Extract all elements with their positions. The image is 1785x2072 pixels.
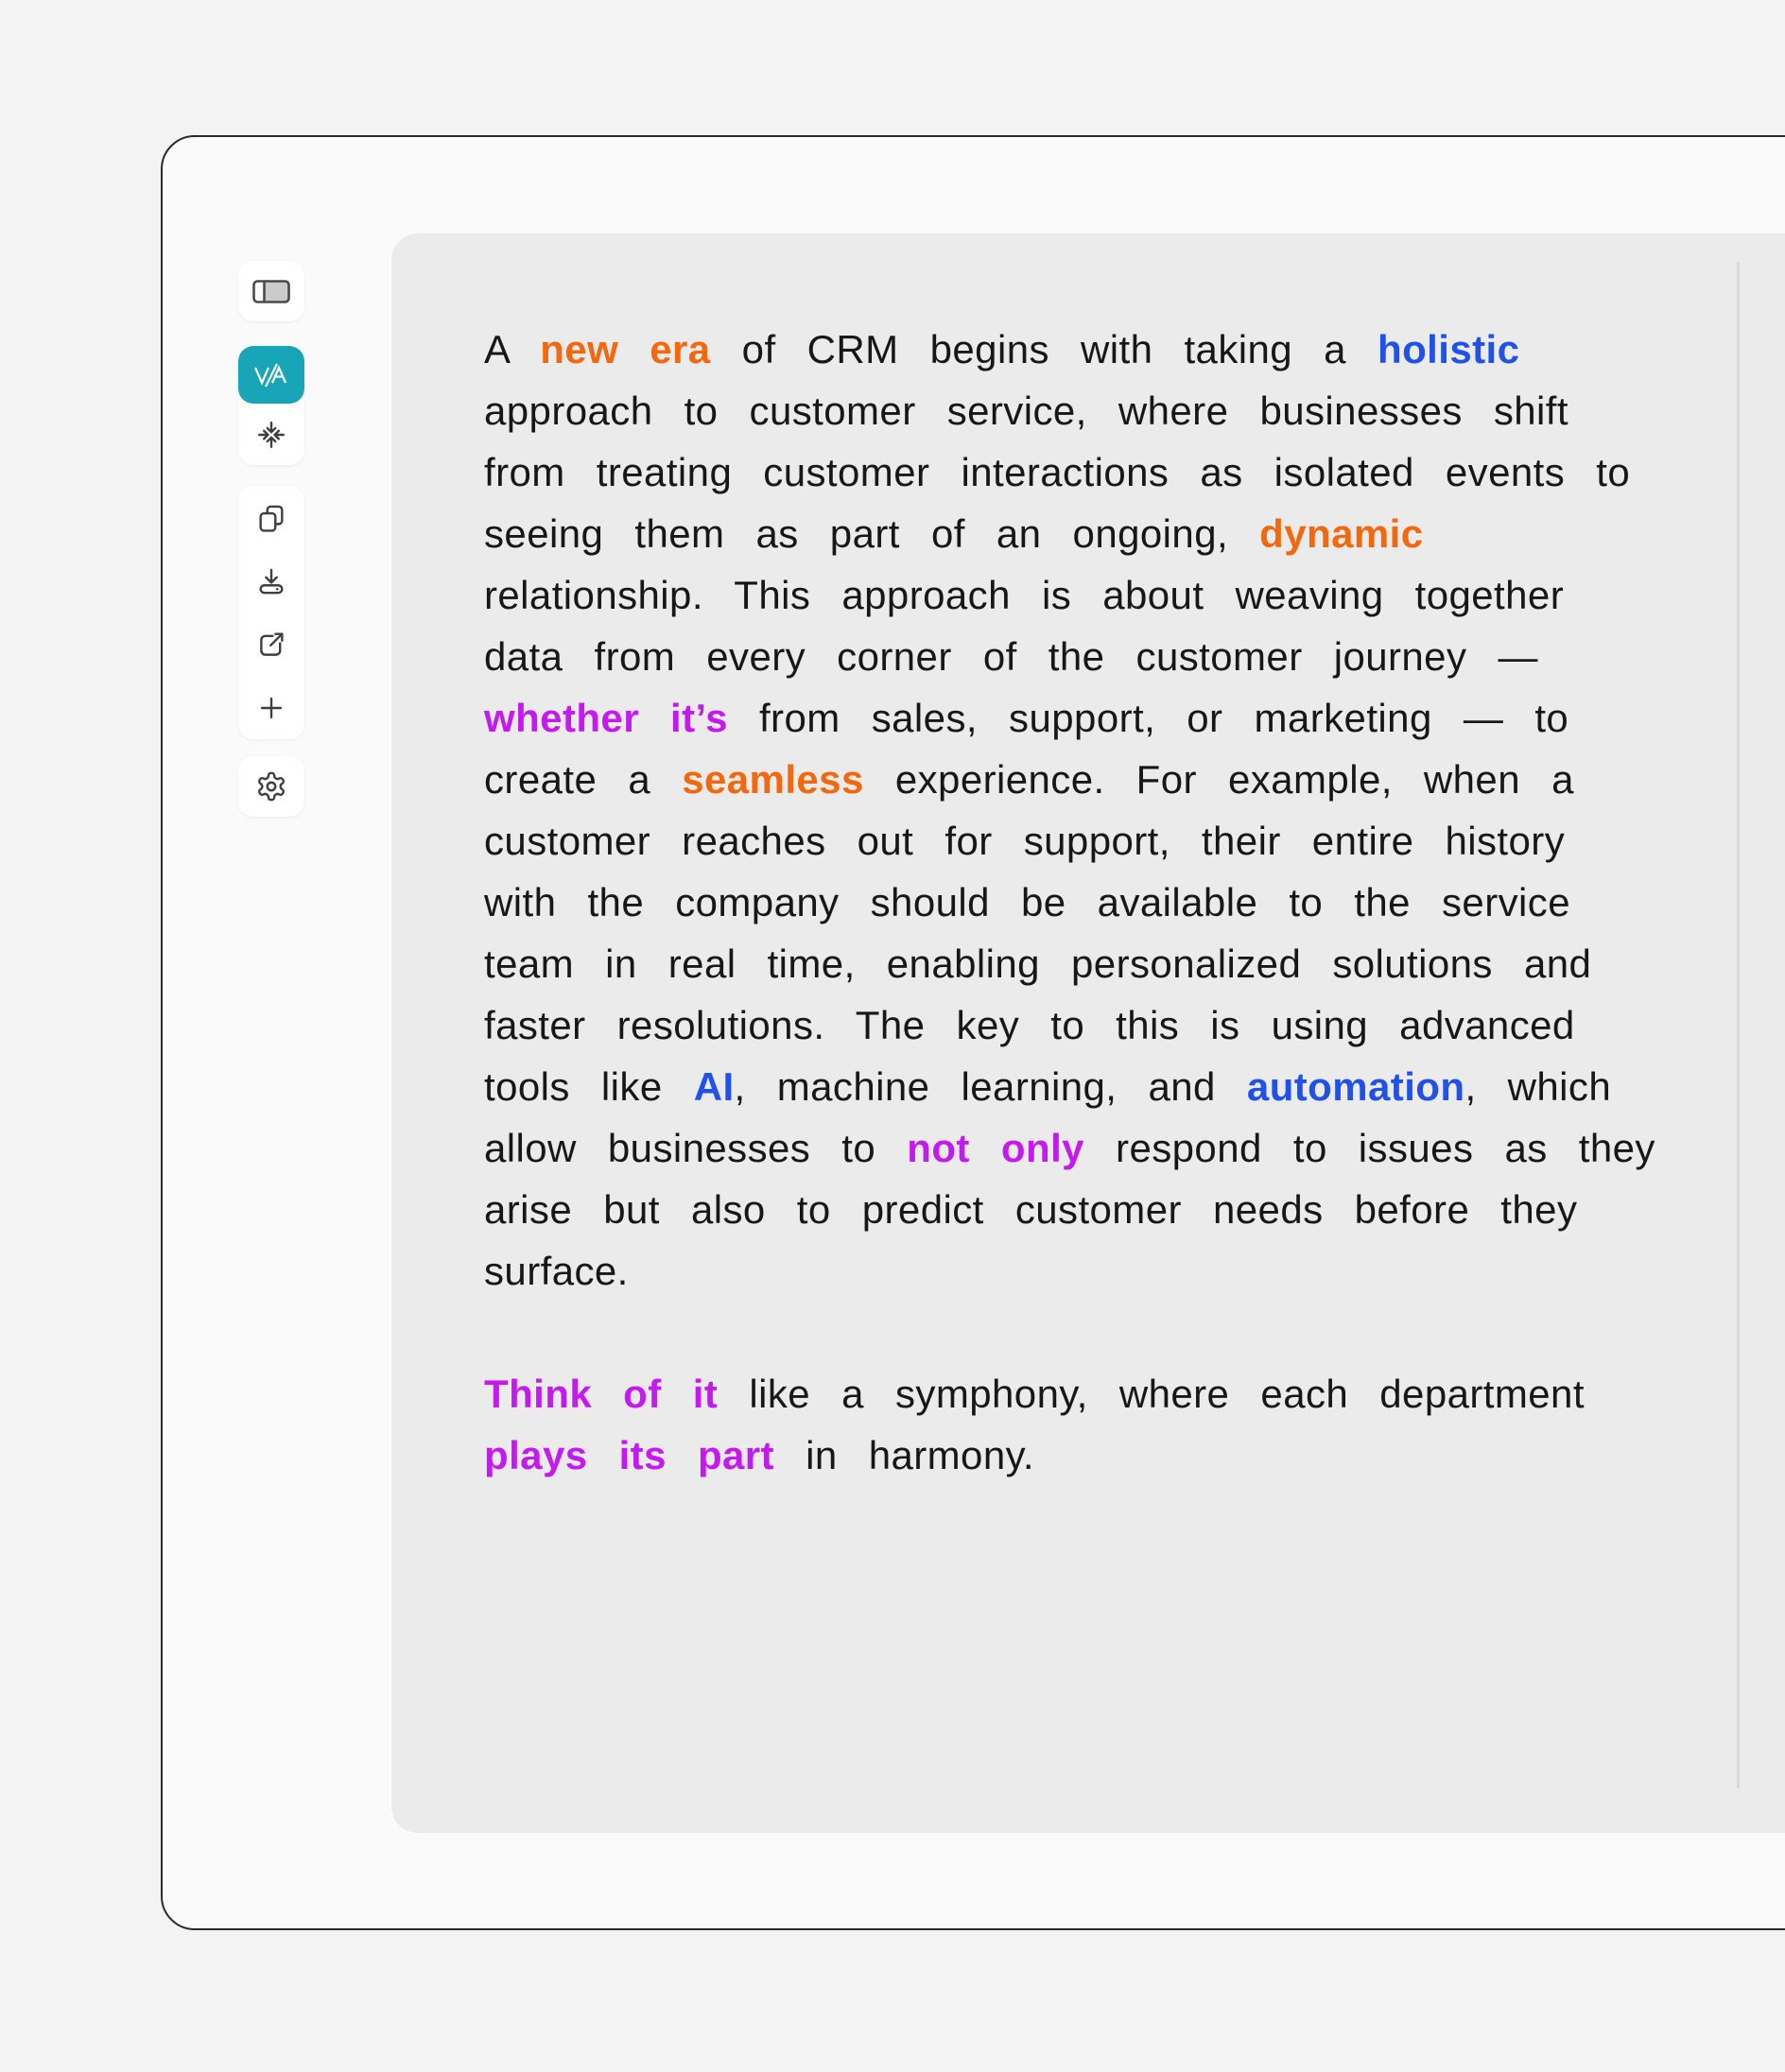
document-text — [484, 319, 1661, 1486]
copy-button[interactable] — [238, 486, 304, 549]
highlight-magenta: not only — [907, 1126, 1084, 1170]
add-button[interactable] — [238, 676, 304, 739]
sidebar-panel-icon — [252, 280, 290, 303]
highlight-orange: new era — [540, 327, 711, 371]
collapse-button[interactable] — [238, 404, 304, 465]
open-external-button[interactable] — [238, 613, 304, 676]
toolbar-group-settings — [238, 756, 304, 817]
va-logo-icon — [252, 361, 290, 389]
text-segment: in harmony. — [773, 1433, 1035, 1477]
text-segment: like a symphony, where each department — [718, 1372, 1585, 1416]
text-segment: respond to issues as they arise but also to predict customer needs before they surface. — [484, 1126, 1655, 1293]
text-segment: , machine learning, and — [734, 1064, 1247, 1109]
highlight-orange: dynamic — [1259, 511, 1424, 556]
external-link-icon — [255, 629, 287, 661]
text-segment: A — [484, 327, 541, 371]
text-segment: of CRM begins with taking a — [710, 327, 1378, 371]
toolbar-group-brand — [238, 346, 304, 465]
text-segment: approach to customer service, where businesses shift from treating customer interactions as isolated events to seeing them as part of an ongoing, — [484, 388, 1631, 556]
highlight-blue: holistic — [1378, 327, 1520, 371]
highlight-magenta: plays its part — [484, 1433, 774, 1477]
gear-icon — [255, 770, 287, 803]
toolbar-group-layout — [238, 261, 304, 321]
text-segment: experience. For example, when a customer reaches out for support, their entire history with the company should be available to the service team in real time, enabling personalized solutions and faster resolutions. The key to this is using advanced tools like — [484, 757, 1592, 1109]
highlight-magenta: whether it’s — [484, 696, 728, 740]
download-button[interactable] — [238, 549, 304, 613]
app-window — [161, 135, 1785, 1930]
download-tray-icon — [255, 565, 287, 597]
converge-arrows-icon — [255, 419, 287, 451]
highlight-blue: automation — [1246, 1064, 1465, 1109]
toolbar-group-actions — [238, 486, 304, 739]
text-segment: from sales, support, or marketing — to create a — [484, 696, 1569, 802]
document-panel — [391, 233, 1785, 1833]
plus-icon — [255, 692, 287, 724]
paragraph — [484, 1363, 1661, 1486]
highlight-blue: AI — [693, 1064, 735, 1109]
va-brand-button[interactable] — [238, 346, 304, 404]
panel-toggle-button[interactable] — [238, 261, 304, 321]
text-segment: relationship. This approach is about weaving together data from every corner of the customer journey — — [484, 573, 1565, 679]
paragraph — [484, 319, 1661, 1302]
highlight-orange: seamless — [682, 757, 864, 802]
scrollbar-track[interactable] — [1737, 262, 1740, 1788]
settings-button[interactable] — [238, 756, 304, 817]
copy-icon — [255, 502, 287, 534]
highlight-magenta: Think of it — [484, 1372, 719, 1416]
text-segment: , which allow businesses to — [484, 1064, 1612, 1170]
